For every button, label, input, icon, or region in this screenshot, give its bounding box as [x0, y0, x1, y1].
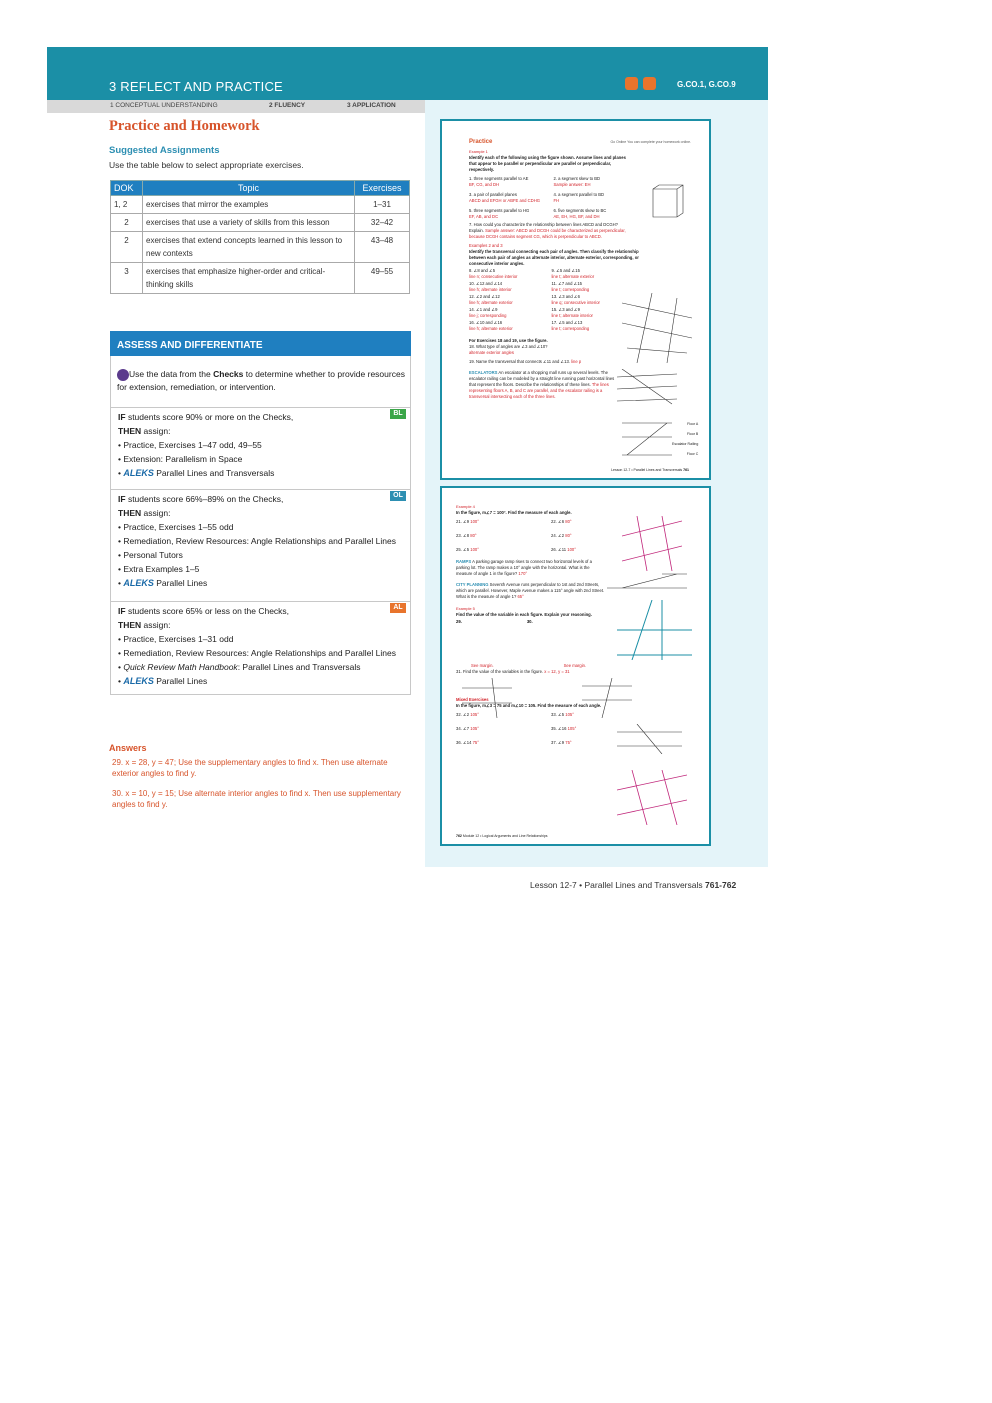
list-item: Practice, Exercises 1–47 odd, 49–55 [123, 440, 262, 450]
instructions: For Exercises 18 and 19, use the figure. [469, 338, 548, 343]
list-item: Extension: Parallelism in Space [123, 454, 243, 464]
answer: line q; consecutive interior [551, 300, 600, 305]
angles-figure [622, 516, 682, 571]
lesson-footer [530, 880, 736, 890]
exercises-cell: 32–42 [355, 214, 410, 232]
box-figure [649, 183, 687, 227]
answer: Sample answer: ABCD and DCGH could be characterized as perpendicular, because DCGH contains segment CG, which is perpendicular to ABCD. [469, 228, 626, 239]
group-beyond-level: BL IF students score 90% or more on the Checks, THEN assign: • Practice, Exercises 1–47 odd, 49–55 • Extension: Parallelism in Space • ALEKS Parallel Lines and Transversals [111, 407, 410, 487]
answer: 105° [470, 712, 479, 717]
mixed-title: Mixed Exercises [456, 697, 489, 702]
transversal-figure [622, 293, 692, 363]
stage-conceptual: 1 CONCEPTUAL UNDERSTANDING [110, 102, 218, 109]
answer: 105° [567, 726, 577, 731]
dok-cell: 1, 2 [111, 196, 143, 214]
city-map-figure [617, 600, 692, 660]
intro-text: Use the data from the [129, 369, 214, 379]
question: 18. What type of angles are ∠3 and ∠10? [469, 344, 548, 349]
angle-pairs [469, 268, 634, 332]
instructions: Identify the transversal connecting each pair of angles. Then classify the relationship between each pair of angles as alternate interior, alternate exterior, corresponding, or consecutive interior angles. [469, 249, 639, 266]
dok-cell: 2 [111, 214, 143, 232]
floor-label: Floor A [687, 422, 699, 426]
if-text: students score 66%–89% on the Checks, [127, 494, 284, 504]
assess-title: ASSESS AND DIFFERENTIATE [110, 331, 411, 356]
question: 21. ∠9 [456, 519, 470, 524]
person-icon [625, 77, 638, 90]
list-item: Parallel Lines [156, 578, 208, 588]
answer: 80° [565, 533, 572, 538]
question: 4. a segment parallel to BD [553, 192, 605, 197]
answer: 170° [518, 571, 528, 576]
table-row [111, 196, 410, 214]
answer: line t; corresponding [551, 287, 590, 292]
answer: alternate exterior angles [469, 350, 514, 355]
page-footer: Module 12 • Logical Arguments and Line Relationships [462, 834, 548, 838]
go-online: Go Online You can complete your homework online. [610, 140, 691, 144]
list-item: Remediation, Review Resources: Angle Relationships and Parallel Lines [123, 536, 396, 546]
question: 5. three segments parallel to HG [469, 208, 530, 213]
question: 15. ∠3 and ∠9 [551, 307, 580, 312]
question: A parking garage ramp rises to connect two horizontal levels of a parking lot. The ramp makes a 10° angle with the horizontal. What is the measure of angle 1 in the figure? [456, 559, 592, 576]
answer: The lines representing floors A, B, and C are parallel, and the escalator railing is a transversal intersecting each of the three lines. [469, 382, 609, 399]
page-number: 762 [456, 834, 462, 838]
answer: line h; alternate exterior [469, 326, 513, 331]
then-label: THEN [118, 426, 142, 436]
question: 14. ∠1 and ∠9 [469, 307, 498, 312]
list-item: Practice, Exercises 1–31 odd [123, 634, 234, 644]
question: 16. ∠10 and ∠16 [469, 320, 503, 325]
answer: x = 12, y = 31 [544, 669, 570, 674]
answer: line n; consecutive interior [469, 274, 518, 279]
answer: line t; corresponding [551, 326, 590, 331]
floor-label: Floor C [686, 452, 699, 456]
answer: line p [571, 359, 582, 364]
answer: 100° [567, 547, 576, 552]
example-label: Example 4 [456, 504, 475, 509]
answer: 80° [565, 519, 572, 524]
then-text: assign: [141, 508, 171, 518]
question: 11. ∠7 and ∠15 [551, 281, 582, 286]
practice-title: Practice [469, 139, 493, 145]
list-item: Extra Examples 1–5 [123, 564, 200, 574]
if-text: students score 90% or more on the Checks, [127, 412, 294, 422]
answer: See margin. [471, 663, 494, 668]
answer: FH [553, 198, 560, 203]
question: 34. ∠7 [456, 726, 470, 731]
list-item: Personal Tutors [123, 550, 183, 560]
ol-badge: OL [390, 491, 406, 501]
floor-label: Floor B [686, 432, 699, 436]
answer: 105° [565, 712, 574, 717]
standards-code: G.CO.1, G.CO.9 [677, 80, 736, 89]
problem-tag: RAMPS [456, 559, 472, 564]
problem-tag: CITY PLANNING [456, 582, 489, 587]
aleks-logo: ALEKS [123, 468, 154, 478]
table-row [111, 263, 410, 294]
list-item: : Parallel Lines and Transversals [237, 662, 361, 672]
question: 37. ∠9 [551, 740, 565, 745]
table-row [111, 232, 410, 263]
page-title: Practice and Homework [109, 118, 260, 134]
variable-figures [462, 678, 642, 718]
footer-title: Parallel Lines and Transversals [584, 880, 703, 890]
group-icon [643, 77, 656, 90]
question: 3. a pair of parallel planes [469, 192, 517, 197]
aleks-logo: ALEKS [123, 676, 154, 686]
mixed-figure [617, 770, 687, 825]
question: 26. ∠11 [551, 547, 567, 552]
instructions: Find the value of the variable in each figure. Explain your reasoning. [456, 612, 592, 617]
question: 6. five segments skew to BC [553, 208, 607, 213]
question: 33. ∠5 [551, 712, 565, 717]
answer: ABCD and EFGH or ABFE and CDHG [469, 198, 540, 203]
question: 32. ∠2 [456, 712, 470, 717]
answer: line t; alternate exterior [551, 274, 595, 279]
instructions: In the figure, m∠7 = 100°. Find the measure of each angle. [456, 510, 572, 515]
header-dok: DOK [111, 181, 143, 196]
all-learners-icon [117, 369, 129, 381]
question: 17. ∠5 and ∠13 [551, 320, 583, 325]
question: 35. ∠16 [551, 726, 567, 731]
answers-title: Answers [109, 743, 147, 753]
instructions: In the figure, m∠3 = 75 and m∠10 = 105. Find the measure of each angle. [456, 703, 602, 708]
then-text: assign: [141, 620, 171, 630]
student-page-761 [440, 119, 711, 480]
exercises-cell: 49–55 [355, 263, 410, 294]
question: 23. ∠8 [456, 533, 470, 538]
question: 36. ∠14 [456, 740, 472, 745]
assess-intro [117, 368, 407, 394]
if-label: IF [118, 606, 126, 616]
if-text: students score 65% or less on the Checks, [127, 606, 290, 616]
answer: 75° [565, 740, 572, 745]
section-header-title: 3 REFLECT AND PRACTICE [109, 79, 283, 94]
question: 29. [456, 619, 462, 624]
question: 1. three segments parallel to AE [469, 176, 529, 181]
group-approaching-level: AL IF students score 65% or less on the Checks, THEN assign: • Practice, Exercises 1–31 odd • Remediation, Review Resources: Angle Relationships and Parallel Lines • Quick Review Math Handbook: Parallel Lines and Transversals • ALEKS Parallel Lines [111, 601, 410, 694]
al-badge: AL [390, 603, 406, 613]
intro-text-end: to determine whether to provide resources for extension, remediation, or intervention. [117, 369, 405, 392]
problem-tag: ESCALATORS [469, 370, 498, 375]
question: 9. ∠5 and ∠15 [551, 268, 580, 273]
answer: 80° [470, 533, 477, 538]
list-item-italic: Quick Review Math Handbook [123, 662, 238, 672]
page-number: 761 [683, 468, 689, 472]
student-page-762 [440, 486, 711, 846]
bl-badge: BL [390, 409, 406, 419]
group-on-level: OL IF students score 66%–89% on the Checks, THEN assign: • Practice, Exercises 1–55 odd • Remediation, Review Resources: Angle Relationships and Parallel Lines • Personal Tutors • Extra Examples 1–5 • ALEKS Parallel Lines [111, 489, 410, 599]
answer: 100° [470, 519, 479, 524]
answer-30: 30. x = 10, y = 15; Use alternate interior angles to find x. Then use supplementary angles to find y. [112, 789, 401, 809]
question: 7. How could you characterize the relationship between lines ABCD and DCGH? Explain. [469, 222, 618, 233]
aleks-logo: ALEKS [123, 578, 154, 588]
if-label: IF [118, 494, 126, 504]
question: An escalator at a shopping mall runs up several levels. The escalator railing can be modeled by a straight line running past horizontal lines that represent the floors. Describe the relationships of these lines. [469, 370, 615, 387]
answer: line j; corresponding [469, 313, 507, 318]
instructions: Identify each of the following using the figure shown. Assume lines and planes that appear to be parallel or perpendicular are parallel or perpendicular, respectively. [469, 155, 626, 172]
if-label: IF [118, 412, 126, 422]
header-topic: Topic [143, 181, 355, 196]
stage-bar [47, 100, 425, 113]
dok-cell: 2 [111, 232, 143, 263]
question: 13. ∠3 and ∠6 [551, 294, 580, 299]
answer: line h; alternate exterior [469, 300, 513, 305]
answer: BF, CG, and DH [469, 182, 500, 187]
question: 12. ∠2 and ∠12 [469, 294, 500, 299]
header-banner [47, 47, 768, 100]
answer: See margin. [563, 663, 587, 668]
answer: line t; alternate interior [551, 313, 593, 318]
list-item: Practice, Exercises 1–55 odd [123, 522, 234, 532]
answer: 75° [472, 740, 479, 745]
question: 30. [526, 619, 533, 624]
suggested-title: Suggested Assignments [109, 145, 220, 156]
list-item: Parallel Lines [156, 676, 208, 686]
exercises-cell: 43–48 [355, 232, 410, 263]
example-label: Example 1 [469, 149, 488, 154]
variables-figure [617, 724, 682, 754]
question: 31. Find the value of the variables in the figure. [456, 669, 544, 674]
question: 2. a segment skew to BD [553, 176, 601, 181]
answer: AE, EH, HG, BF, and DH [553, 214, 600, 219]
question: Seventh Avenue runs perpendicular to 1st and 2nd Streets, which are parallel. However, Maple Avenue makes a 115° angle with 2nd Street. What is the measure of angle 1? [456, 582, 605, 599]
dok-table [110, 180, 410, 294]
footer-pages: 761-762 [705, 880, 737, 890]
dok-cell: 3 [111, 263, 143, 294]
answer: 100° [470, 547, 479, 552]
stage-fluency: 2 FLUENCY [269, 102, 306, 109]
question: 24. ∠2 [551, 533, 565, 538]
escalator-labels [672, 419, 698, 459]
escalator-figure [622, 419, 672, 459]
suggested-text: Use the table below to select appropriate exercises. [109, 160, 304, 170]
then-text: assign: [141, 426, 171, 436]
stage-application: 3 APPLICATION [347, 102, 396, 109]
table-row [111, 214, 410, 232]
header-exercises: Exercises [355, 181, 410, 196]
then-label: THEN [118, 620, 142, 630]
answer: line h; alternate interior [469, 287, 512, 292]
answer: 65° [517, 594, 524, 599]
table-header-row [111, 181, 410, 196]
list-item: Remediation, Review Resources: Angle Relationships and Parallel Lines [123, 648, 396, 658]
footer-lesson: Lesson 12-7 [530, 880, 577, 890]
footer-sep: • [576, 880, 585, 890]
then-label: THEN [118, 508, 142, 518]
answer: 105° [470, 726, 479, 731]
topic-cell: exercises that extend concepts learned in this lesson to new contexts [143, 232, 355, 263]
example-label: Examples 2 and 3 [469, 243, 503, 248]
example-label: Example 5 [456, 606, 475, 611]
intro-bold: Checks [213, 369, 244, 379]
floor-label: Escalator Railing [672, 442, 699, 446]
topic-cell: exercises that mirror the examples [143, 196, 355, 214]
topic-cell: exercises that use a variety of skills from this lesson [143, 214, 355, 232]
question: 19. Name the transversal that connects ∠11 and ∠13. [469, 359, 571, 364]
answer: Sample answer: EH [553, 182, 591, 187]
question: 10. ∠12 and ∠14 [469, 281, 503, 286]
list-item: Parallel Lines and Transversals [156, 468, 275, 478]
question: 8. ∠8 and ∠5 [469, 268, 496, 273]
answer: EF, AB, and DC [469, 214, 499, 219]
page-footer: Lesson 12-7 • Parallel Lines and Transversals [611, 468, 683, 472]
parallel-lines-figure [617, 369, 697, 407]
exercises-cell: 1–31 [355, 196, 410, 214]
answer-29: 29. x = 28, y = 47; Use the supplementary angles to find x. Then use alternate exterior angles to find y. [112, 758, 388, 778]
topic-cell: exercises that emphasize higher-order and critical-thinking skills [143, 263, 355, 294]
question: 22. ∠6 [551, 519, 565, 524]
ramp-figure [607, 570, 687, 592]
question: 25. ∠5 [456, 547, 470, 552]
